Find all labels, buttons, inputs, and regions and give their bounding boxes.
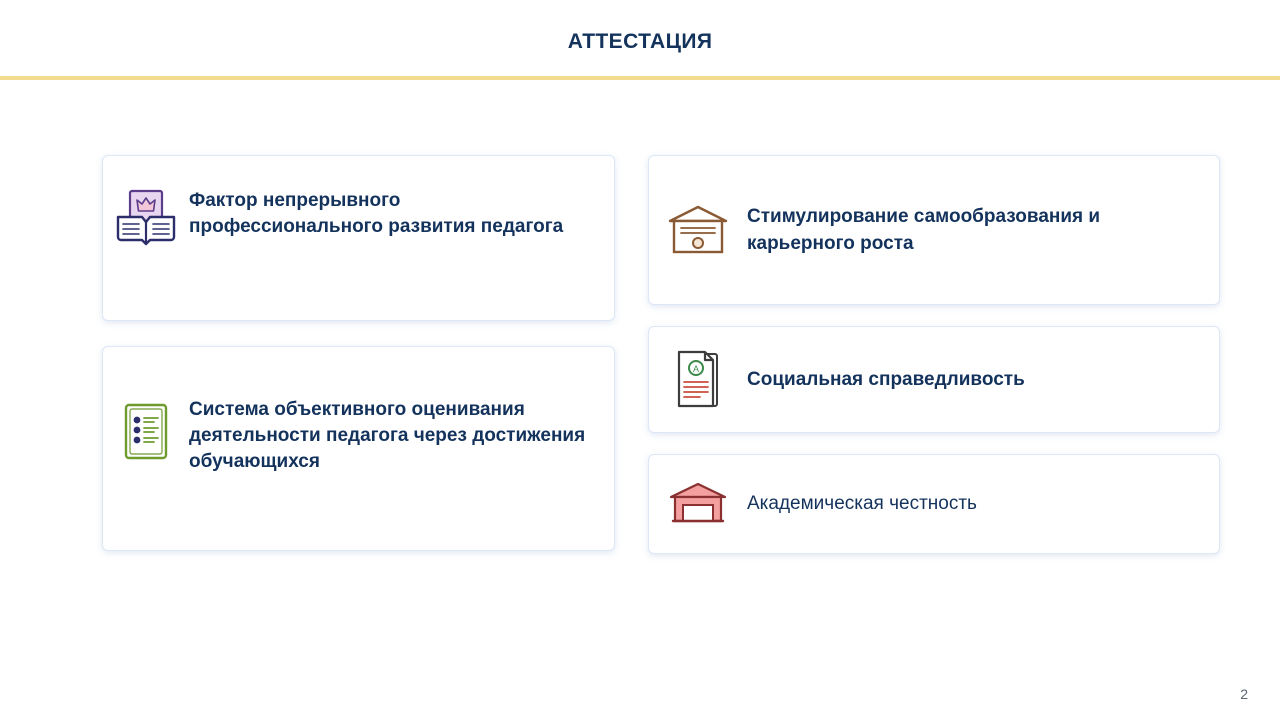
card-label: Система объективного оценивания деятельности педагога через достижения обучающихся bbox=[189, 399, 586, 472]
card-social-justice[interactable] bbox=[648, 326, 1220, 433]
open-book-icon bbox=[103, 189, 189, 247]
document-award-icon bbox=[649, 348, 747, 412]
right-column bbox=[648, 155, 1220, 554]
page-number: 2 bbox=[1240, 686, 1248, 702]
card-objective-assessment[interactable] bbox=[102, 346, 615, 551]
certificate-icon bbox=[649, 204, 747, 256]
checklist-icon bbox=[103, 400, 189, 462]
card-label: Стимулирование самообразования и карьерного роста bbox=[747, 206, 1101, 254]
page-title: АТТЕСТАЦИЯ bbox=[567, 30, 713, 53]
svg-text:A: A bbox=[692, 363, 700, 374]
title-divider bbox=[0, 76, 1280, 80]
card-academic-honesty[interactable] bbox=[648, 454, 1220, 554]
card-label: Фактор непрерывного профессионального развития педагога bbox=[189, 190, 564, 237]
left-column bbox=[102, 155, 615, 551]
card-professional-development[interactable] bbox=[102, 155, 615, 321]
card-self-education[interactable] bbox=[648, 155, 1220, 305]
card-label: Академическая честность bbox=[747, 493, 977, 514]
card-label: Социальная справедливость bbox=[747, 368, 1025, 390]
diploma-icon bbox=[649, 480, 747, 528]
